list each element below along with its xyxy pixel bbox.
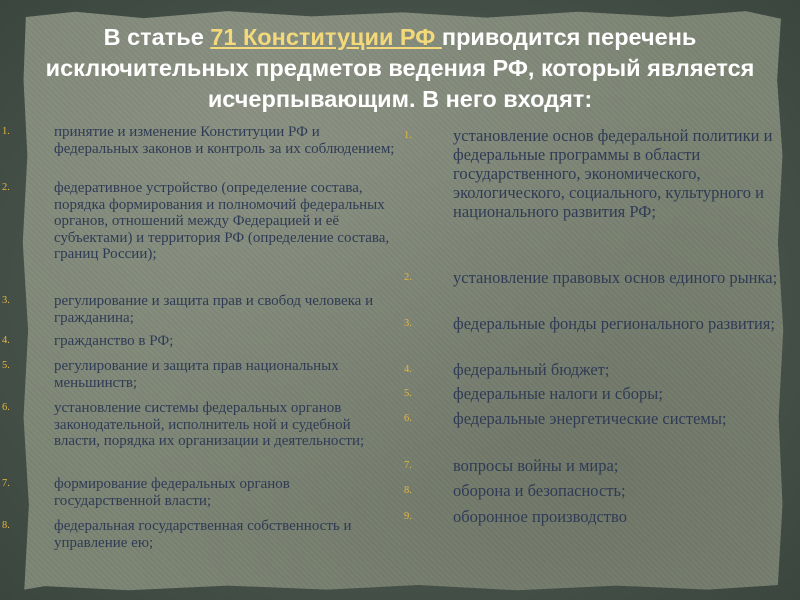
item-number: 8.: [404, 485, 412, 496]
constitution-article-link[interactable]: 71 Конституции РФ: [210, 24, 442, 50]
title-suffix: приводится перечень исключительных предметов ведения РФ, который является исчерпывающим. В него входят:: [45, 24, 755, 112]
item-number: 9.: [404, 511, 412, 522]
item-text: вопросы войны и мира;: [453, 456, 619, 475]
item-text: федеральная государственная собственность и управление ею;: [54, 518, 352, 551]
slide-title: [40, 22, 760, 115]
item-text: регулирование и защита прав и свобод человека и гражданина;: [54, 293, 374, 326]
item-number: 4.: [2, 335, 10, 346]
item-number: 6.: [2, 402, 10, 413]
item-number: 5.: [2, 360, 10, 371]
item-number: 1.: [404, 130, 412, 141]
item-text: формирование федеральных органов государственной власти;: [54, 476, 290, 509]
item-text: установление системы федеральных органов законодательной, исполнитель ной и судебной власти, порядка их организации и деятельности;: [54, 400, 365, 449]
item-text: оборона и безопасность;: [453, 481, 626, 500]
item-number: 4.: [404, 364, 412, 375]
item-number: 7.: [2, 478, 10, 489]
item-number: 5.: [404, 388, 412, 399]
item-text: оборонное производство: [453, 507, 627, 526]
item-text: гражданство в РФ;: [54, 333, 174, 349]
item-text: федеральные налоги и сборы;: [453, 384, 663, 403]
item-text: федеральные энергетические системы;: [453, 409, 727, 428]
title-prefix: В статье: [103, 24, 211, 50]
item-text: принятие и изменение Конституции РФ и федеральных законов и контроль за их соблюдением;: [54, 124, 395, 157]
item-text: федеративное устройство (определение состава, порядка формирования и полномочий федеральных органов, отношений между Федерацией и её субъектами) и территория РФ (определение состава, границ России);: [54, 180, 390, 262]
item-text: федеральные фонды регионального развития;: [453, 314, 775, 333]
item-number: 2.: [2, 182, 10, 193]
item-number: 7.: [404, 460, 412, 471]
item-text: федеральный бюджет;: [453, 360, 610, 379]
item-number: 3.: [2, 295, 10, 306]
item-number: 6.: [404, 413, 412, 424]
item-text: установление правовых основ единого рынка;: [453, 268, 778, 287]
item-text: установление основ федеральной политики и федеральные программы в области государственного, экономического, экологического, социального, культурного и национального развития РФ;: [453, 126, 773, 221]
item-number: 1.: [2, 126, 10, 137]
item-number: 3.: [404, 318, 412, 329]
item-number: 2.: [404, 272, 412, 283]
item-number: 8.: [2, 520, 10, 531]
item-text: регулирование и защита прав национальных меньшинств;: [54, 358, 339, 391]
